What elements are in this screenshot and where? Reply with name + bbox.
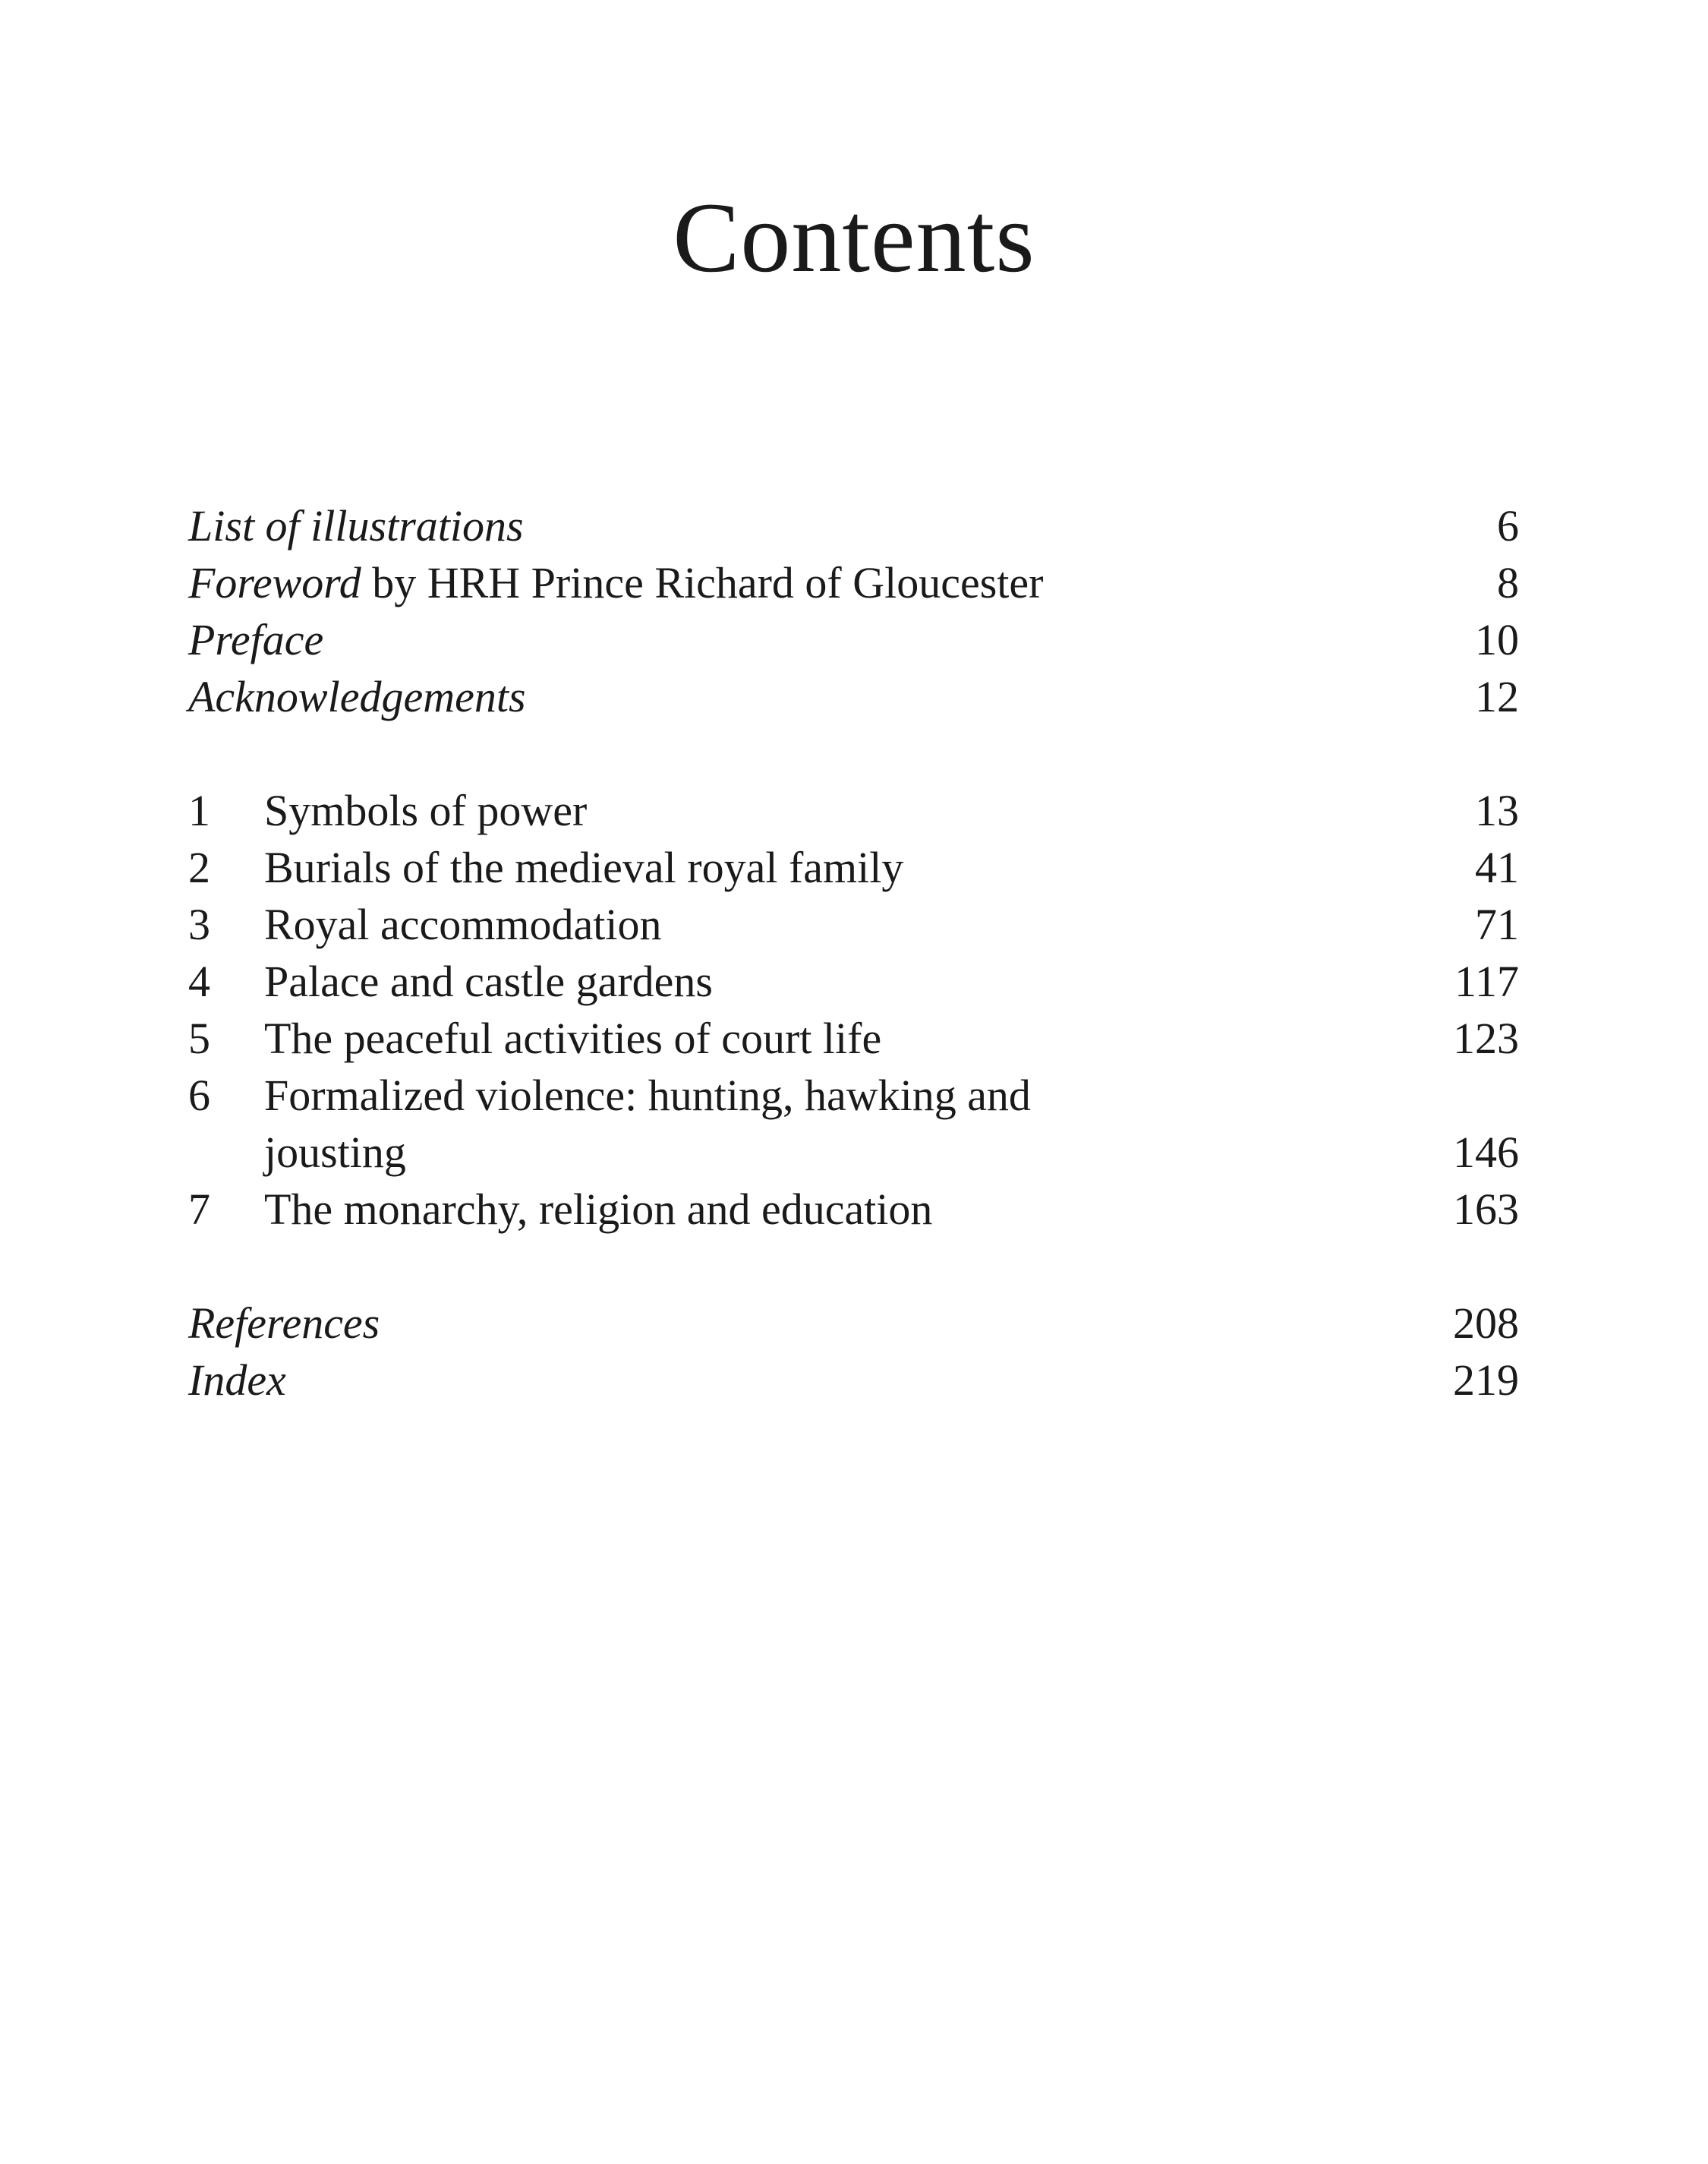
chapter-number: 6	[188, 1071, 210, 1120]
toc-entry-page: 10	[1475, 615, 1519, 664]
toc-entry-title: References	[188, 1298, 380, 1348]
toc-entry-page: 12	[1475, 672, 1519, 721]
toc-chapter-7[interactable]	[188, 1181, 1519, 1238]
toc-chapter-3[interactable]	[188, 896, 1519, 953]
chapter-title: Burials of the medieval royal family	[264, 843, 904, 892]
toc-entry-list-of-illustrations[interactable]	[188, 497, 1519, 554]
toc-entry-preface[interactable]	[188, 611, 1519, 668]
chapter-title-line-1: Formalized violence: hunting, hawking and	[264, 1071, 1031, 1120]
chapter-page: 13	[1475, 786, 1519, 835]
toc-chapter-4[interactable]	[188, 953, 1519, 1010]
toc-entry-title: Index	[188, 1355, 286, 1405]
toc-entry-references[interactable]	[188, 1295, 1519, 1352]
chapter-title: Royal accommodation	[264, 900, 662, 949]
toc-chapter-6[interactable]	[188, 1067, 1519, 1124]
toc-entry-foreword[interactable]	[188, 554, 1519, 611]
toc-entry-title: List of illustrations	[188, 501, 524, 550]
chapter-title: Symbols of power	[264, 786, 588, 835]
page-title: Contents	[673, 181, 1035, 293]
toc-entry-page: 208	[1453, 1298, 1519, 1348]
section-spacer	[188, 1238, 1519, 1295]
toc-entry-title: Acknowledgements	[188, 672, 526, 721]
toc-entry-title	[188, 554, 1043, 611]
chapter-page: 123	[1453, 1014, 1519, 1063]
chapter-page: 146	[1453, 1128, 1519, 1177]
toc-chapter-5[interactable]	[188, 1010, 1519, 1067]
toc-entry-title-rest: by HRH Prince Richard of Gloucester	[361, 558, 1044, 607]
chapter-number: 2	[188, 843, 210, 892]
chapter-page: 41	[1475, 843, 1519, 892]
toc-entry-title: Preface	[188, 615, 324, 664]
toc-entry-index[interactable]	[188, 1352, 1519, 1408]
table-of-contents	[188, 497, 1519, 1408]
toc-entry-page: 219	[1453, 1355, 1519, 1405]
chapter-number: 5	[188, 1014, 210, 1063]
toc-chapter-1[interactable]	[188, 782, 1519, 839]
chapter-page: 71	[1475, 900, 1519, 949]
chapter-title: Palace and castle gardens	[264, 957, 713, 1006]
chapter-title: The monarchy, religion and education	[264, 1185, 933, 1234]
chapter-page: 117	[1454, 957, 1519, 1006]
chapter-number: 7	[188, 1185, 210, 1234]
toc-entry-page: 8	[1497, 558, 1519, 607]
chapter-title-line-2: jousting	[264, 1128, 406, 1177]
toc-chapter-6-continued[interactable]	[188, 1124, 1519, 1181]
toc-entry-title-italic: Foreword	[188, 558, 361, 607]
section-spacer	[188, 725, 1519, 782]
chapter-title: The peaceful activities of court life	[264, 1014, 882, 1063]
toc-entry-acknowledgements[interactable]	[188, 668, 1519, 725]
chapter-number: 1	[188, 786, 210, 835]
toc-entry-page: 6	[1497, 501, 1519, 550]
toc-chapter-2[interactable]	[188, 839, 1519, 896]
chapter-number: 3	[188, 900, 210, 949]
chapter-page: 163	[1453, 1185, 1519, 1234]
chapter-number: 4	[188, 957, 210, 1006]
